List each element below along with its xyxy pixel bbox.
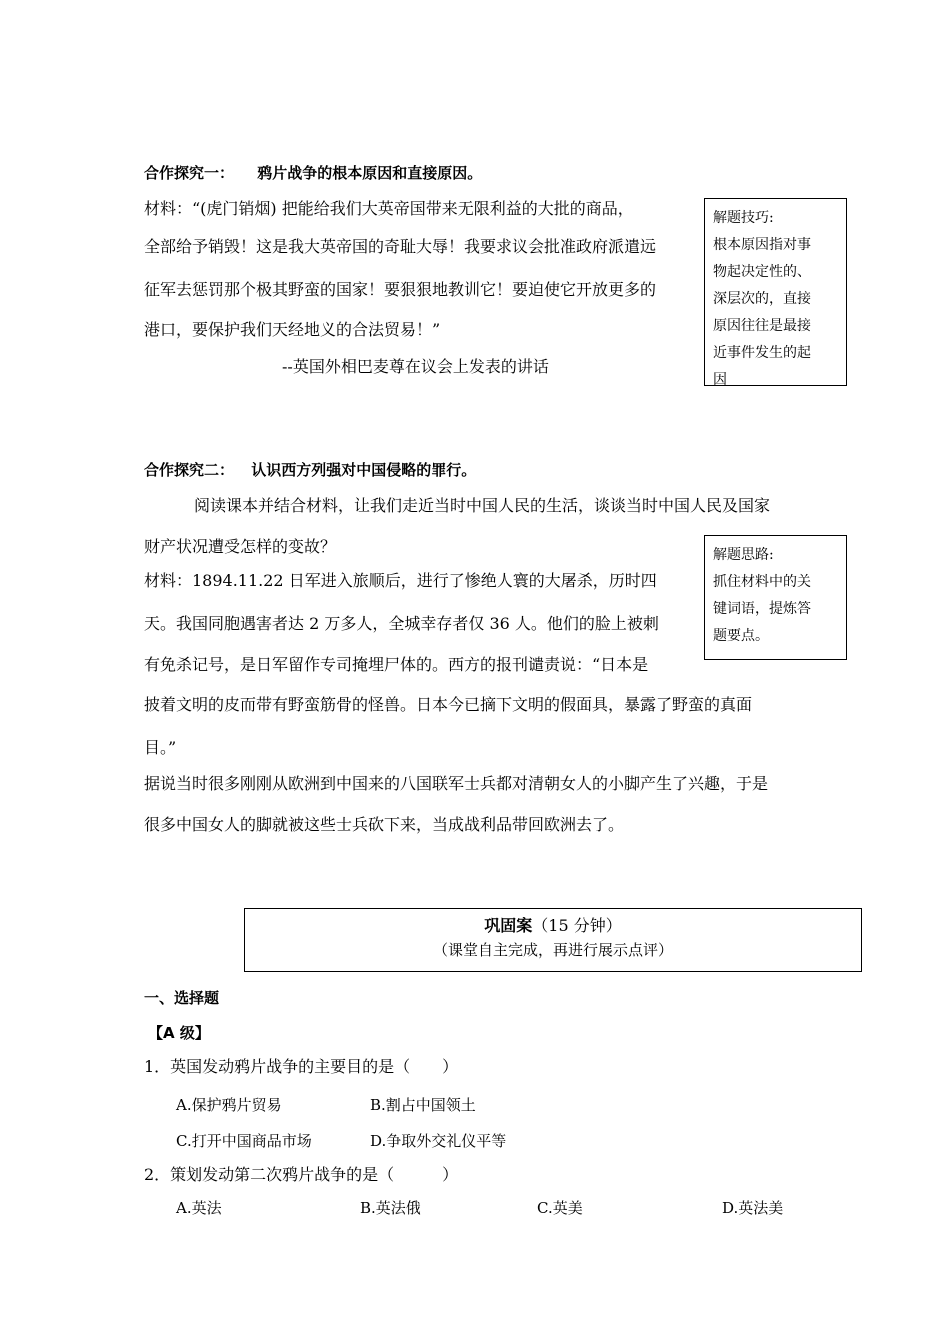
section1-heading-label: 合作探究一： (144, 164, 235, 182)
section2-material-line-2: 天。我国同胞遇害者达 2 万多人，全城幸存者仅 36 人。他们的脸上被刺 (144, 614, 659, 633)
tip-box-line: 深层次的，直接 (713, 291, 811, 307)
question-2-option-d: D.英法美 (722, 1199, 784, 1217)
question-2-option-b: B.英法俄 (360, 1199, 421, 1217)
question-1-stem: 1．英国发动鸦片战争的主要目的是（ ） (144, 1057, 459, 1076)
section1-tip-box (704, 198, 847, 386)
section2-material-line-1: 材料：1894.11.22 日军进入旅顺后，进行了惨绝人寰的大屠杀，历时四 (144, 571, 657, 590)
tip-box-line: 根本原因指对事 (713, 237, 811, 253)
tip-box-line: 近事件发生的起 (713, 345, 811, 361)
section2-intro-line-2: 财产状况遭受怎样的变故？ (144, 537, 337, 556)
section2-material-line-7: 很多中国女人的脚就被这些士兵砍下来，当成战利品带回欧洲去了。 (144, 815, 625, 834)
tip-box-line: 解题思路: (713, 547, 774, 563)
section1-material-line-1: 材料：“(虎门销烟) 把能给我们大英帝国带来无限利益的大批的商品， (144, 199, 634, 218)
consolidation-subtitle: （课堂自主完成，再进行展示点评） (432, 941, 673, 959)
section1-heading-topic: 鸦片战争的根本原因和直接原因。 (257, 164, 483, 182)
tip-box-line: 解题技巧: (713, 210, 774, 226)
consolidation-box (244, 908, 862, 972)
question-2-option-a: A.英法 (176, 1199, 222, 1217)
section2-material-line-3: 有免杀记号，是日军留作专司掩埋尸体的。西方的报刊谴责说：“日本是 (144, 655, 649, 674)
section1-material-line-2: 全部给予销毁！这是我大英帝国的奇耻大辱！我要求议会批准政府派遣远 (144, 237, 657, 256)
tip-box-line: 因 (713, 372, 727, 386)
question-1-option-c: C.打开中国商品市场 (176, 1132, 312, 1150)
section1-material-line-4: 港口，要保护我们天经地义的合法贸易！” (144, 320, 441, 339)
quiz-level: 【A 级】 (148, 1024, 210, 1042)
tip-box-line: 键词语，提炼答 (713, 601, 811, 617)
quiz-section-title: 一、选择题 (144, 989, 220, 1007)
question-1-option-b: B.割占中国领土 (370, 1096, 476, 1114)
question-2-option-c: C.英美 (537, 1199, 583, 1217)
section2-material-line-6: 据说当时很多刚刚从欧洲到中国来的八国联军士兵都对清朝女人的小脚产生了兴趣，于是 (144, 774, 769, 793)
consolidation-title-line (245, 915, 861, 937)
section2-material-line-5: 目。” (144, 738, 177, 757)
question-1-option-a: A.保护鸦片贸易 (176, 1096, 282, 1114)
section1-attribution: --英国外相巴麦尊在议会上发表的讲话 (282, 357, 549, 376)
section2-intro-line-1: 阅读课本并结合材料，让我们走近当时中国人民的生活，谈谈当时中国人民及国家 (194, 496, 771, 515)
tip-box-line: 抓住材料中的关 (713, 574, 811, 590)
tip-box-line: 原因往往是最接 (713, 318, 811, 334)
question-1-option-d: D.争取外交礼仪平等 (370, 1132, 507, 1150)
section2-tip-box (704, 535, 847, 660)
section2-heading-label: 合作探究二： (144, 461, 235, 479)
section2-material-line-4: 披着文明的皮而带有野蛮筋骨的怪兽。日本今已摘下文明的假面具，暴露了野蛮的真面 (144, 695, 753, 714)
tip-box-line: 题要点。 (713, 628, 769, 644)
consolidation-title: 巩固案 (484, 916, 533, 935)
question-2-stem: 2．策划发动第二次鸦片战争的是（ ） (144, 1165, 459, 1184)
tip-box-line: 物起决定性的、 (713, 264, 811, 280)
section2-heading (144, 459, 476, 480)
section2-heading-topic: 认识西方列强对中国侵略的罪行。 (251, 461, 477, 479)
section1-material-line-3: 征军去惩罚那个极其野蛮的国家！要狠狠地教训它！要迫使它开放更多的 (144, 280, 657, 299)
section1-heading (144, 162, 482, 183)
consolidation-time: （15 分钟） (532, 916, 622, 935)
